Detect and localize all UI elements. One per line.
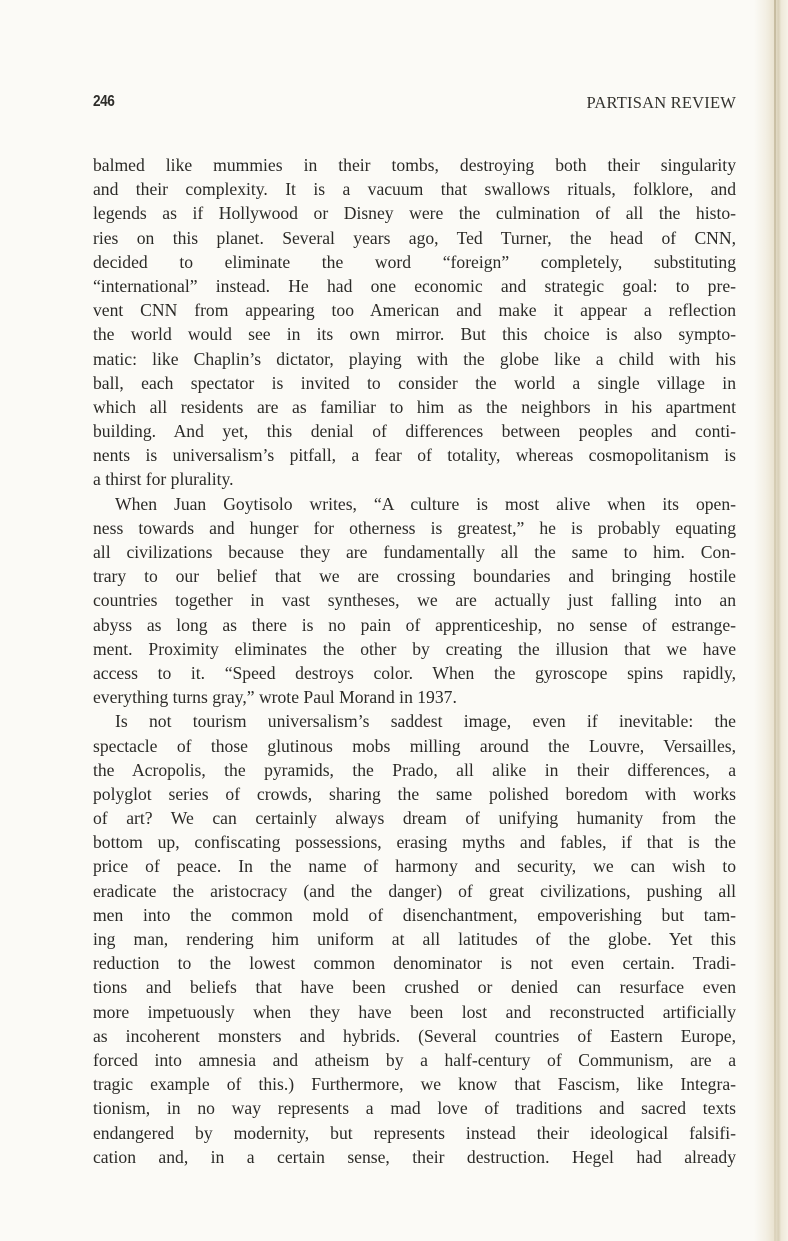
text-line: tragic example of this.) Furthermore, we know that Fascism, like Integra- [93, 1074, 736, 1095]
text-line: spectacle of those glutinous mobs milling around the Louvre, Versailles, [93, 735, 736, 756]
text-line-paragraph-start: Is not tourism universalism’s saddest image, even if inevitable: the [115, 711, 736, 732]
text-line: abyss as long as there is no pain of apprenticeship, no sense of estrange- [93, 614, 736, 635]
text-line: access to it. “Speed destroys color. When the gyroscope spins rapidly, [93, 662, 736, 683]
text-line: as incoherent monsters and hybrids. (Several countries of Eastern Europe, [93, 1025, 736, 1046]
text-line: bottom up, confiscating possessions, erasing myths and fables, if that is the [93, 832, 736, 853]
text-line-paragraph-end: a thirst for plurality. [93, 469, 234, 490]
text-line: the Acropolis, the pyramids, the Prado, all alike in their differences, a [93, 759, 736, 780]
text-line: “international” instead. He had one economic and strategic goal: to pre- [93, 275, 736, 296]
text-line: ball, each spectator is invited to consider the world a single village in [93, 372, 736, 393]
text-line: matic: like Chaplin’s dictator, playing with the globe like a child with his [93, 348, 736, 369]
text-line: men into the common mold of disenchantment, empoverishing but tam- [93, 904, 736, 925]
journal-title: PARTISAN REVIEW [586, 93, 736, 112]
text-line: tions and beliefs that have been crushed or denied can resurface even [93, 977, 736, 998]
text-line: ries on this planet. Several years ago, Ted Turner, the head of CNN, [93, 227, 736, 248]
text-line: endangered by modernity, but represents instead their ideological falsifi- [93, 1122, 736, 1143]
text-line: all civilizations because they are fundamentally all the same to him. Con- [93, 542, 736, 562]
text-line: more impetuously when they have been lost and reconstructed artificially [93, 1001, 736, 1022]
text-line: price of peace. In the name of harmony and security, we can wish to [93, 856, 736, 877]
text-line: cation and, in a certain sense, their destruction. Hegel had already [93, 1146, 736, 1167]
text-line: forced into amnesia and atheism by a half-century of Communism, are a [93, 1049, 736, 1070]
page-fold-line [774, 0, 776, 1241]
text-line: the world would see in its own mirror. But this choice is also sympto- [93, 324, 736, 345]
text-line-paragraph-start: When Juan Goytisolo writes, “A culture is most alive when its open- [115, 493, 736, 514]
text-line: and their complexity. It is a vacuum that swallows rituals, folklore, and [93, 179, 736, 200]
text-line: ment. Proximity eliminates the other by creating the illusion that we have [93, 638, 736, 659]
text-line: balmed like mummies in their tombs, destroying both their singularity [93, 155, 736, 175]
text-line: vent CNN from appearing too American and make it appear a reflection [93, 300, 736, 321]
text-line: building. And yet, this denial of differences between peoples and conti- [93, 421, 736, 442]
body-text [93, 153, 736, 1169]
text-line: which all residents are as familiar to him as the neighbors in his apartment [93, 396, 736, 417]
text-line: polyglot series of crowds, sharing the same polished boredom with works [93, 783, 736, 804]
text-line: tionism, in no way represents a mad love of traditions and sacred texts [93, 1098, 736, 1119]
text-line: of art? We can certainly always dream of unifying humanity from the [93, 808, 736, 829]
text-line: ness towards and hunger for otherness is greatest,” he is probably equating [93, 517, 736, 538]
text-line: eradicate the aristocracy (and the danger) of great civilizations, pushing all [93, 880, 736, 901]
text-line: legends as if Hollywood or Disney were the culmination of all the histo- [93, 203, 736, 224]
running-head [93, 93, 736, 115]
text-line: reduction to the lowest common denominator is not even certain. Tradi- [93, 953, 736, 974]
page-number: 246 [93, 93, 115, 110]
text-line: trary to our belief that we are crossing boundaries and bringing hostile [93, 566, 736, 587]
text-line: decided to eliminate the word “foreign” completely, substituting [93, 251, 736, 272]
text-line: ing man, rendering him uniform at all latitudes of the globe. Yet this [93, 929, 736, 949]
page-edge-shadow [754, 0, 788, 1241]
text-line: nents is universalism’s pitfall, a fear of totality, whereas cosmopolitanism is [93, 445, 736, 466]
text-line-paragraph-end: everything turns gray,” wrote Paul Morand in 1937. [93, 687, 457, 708]
text-line: countries together in vast syntheses, we are actually just falling into an [93, 590, 736, 611]
